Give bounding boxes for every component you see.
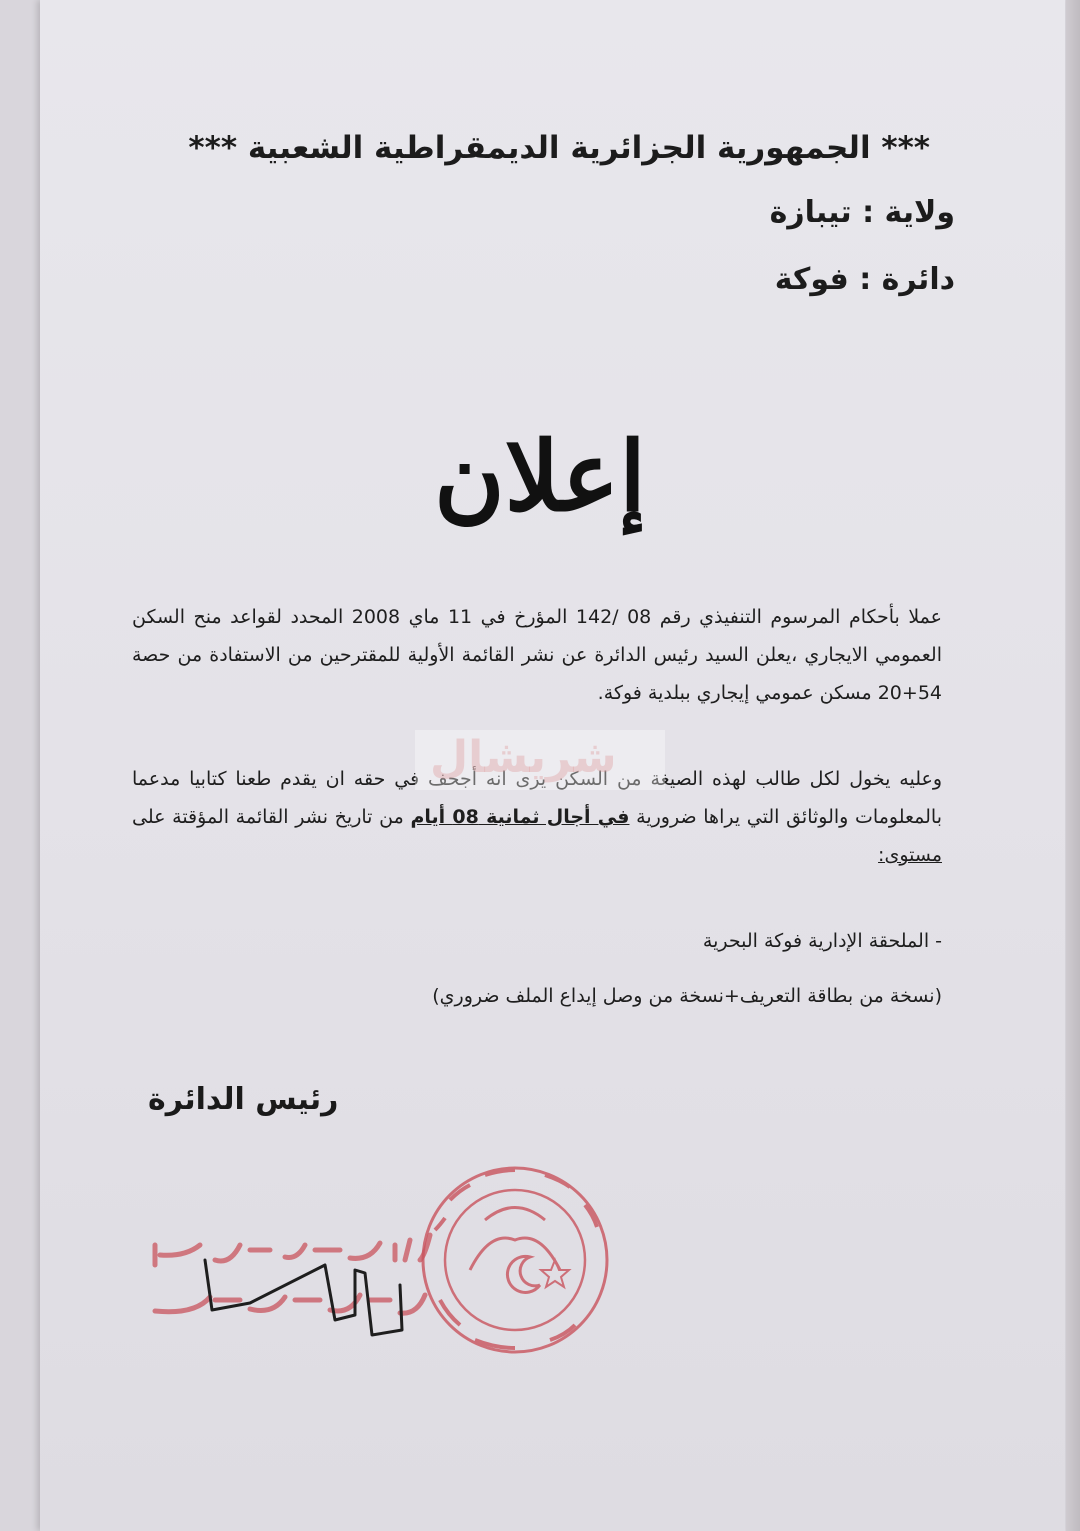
daira-line: دائرة : فوكة [774,262,955,297]
wilaya-line: ولاية : تيبازة [769,195,955,230]
required-documents: (نسخة من بطاقة التعريف+نسخة من وصل إيداع الملف ضروري) [432,985,942,1007]
table-edge [1066,0,1080,1531]
annex-location: - الملحقة الإدارية فوكة البحرية [702,930,942,952]
appeal-deadline: في أجال ثمانية 08 أيام [410,806,630,828]
appeal-text-part2: من تاريخ نشر القائمة المؤقتة على [132,806,404,828]
signature-title: رئيس الدائرة [148,1082,339,1117]
republic-header: *** الجمهورية الجزائرية الديمقراطية الشعبية *** [188,130,930,166]
paragraph-decree: عملا بأحكام المرسوم التنفيذي رقم 08 /142 المؤرخ في 11 ماي 2008 المحدد لقواعد منح السكن العمومي الايجاري ،يعلن السيد رئيس الدائرة عن نشر القائمة الأولية للمقترحين من الاستفادة من حصة 54+20 مسكن عمومي إيجاري ببلدية فوكة. [132,606,942,704]
appeal-level-label: مستوى: [878,844,942,866]
name-stamp [140,1215,440,1345]
watermark-text: شريشال [430,732,617,783]
announcement-title: إعلان [434,420,646,533]
official-seal [415,1160,615,1360]
appeal-text-part1: وعليه يخول لكل طالب لهذه الصيغة من السكن يرى انه أجحف في حقه ان يقدم طعنا كتابيا مدعما بالمعلومات والوثائق التي يراها ضرورية [132,768,942,828]
